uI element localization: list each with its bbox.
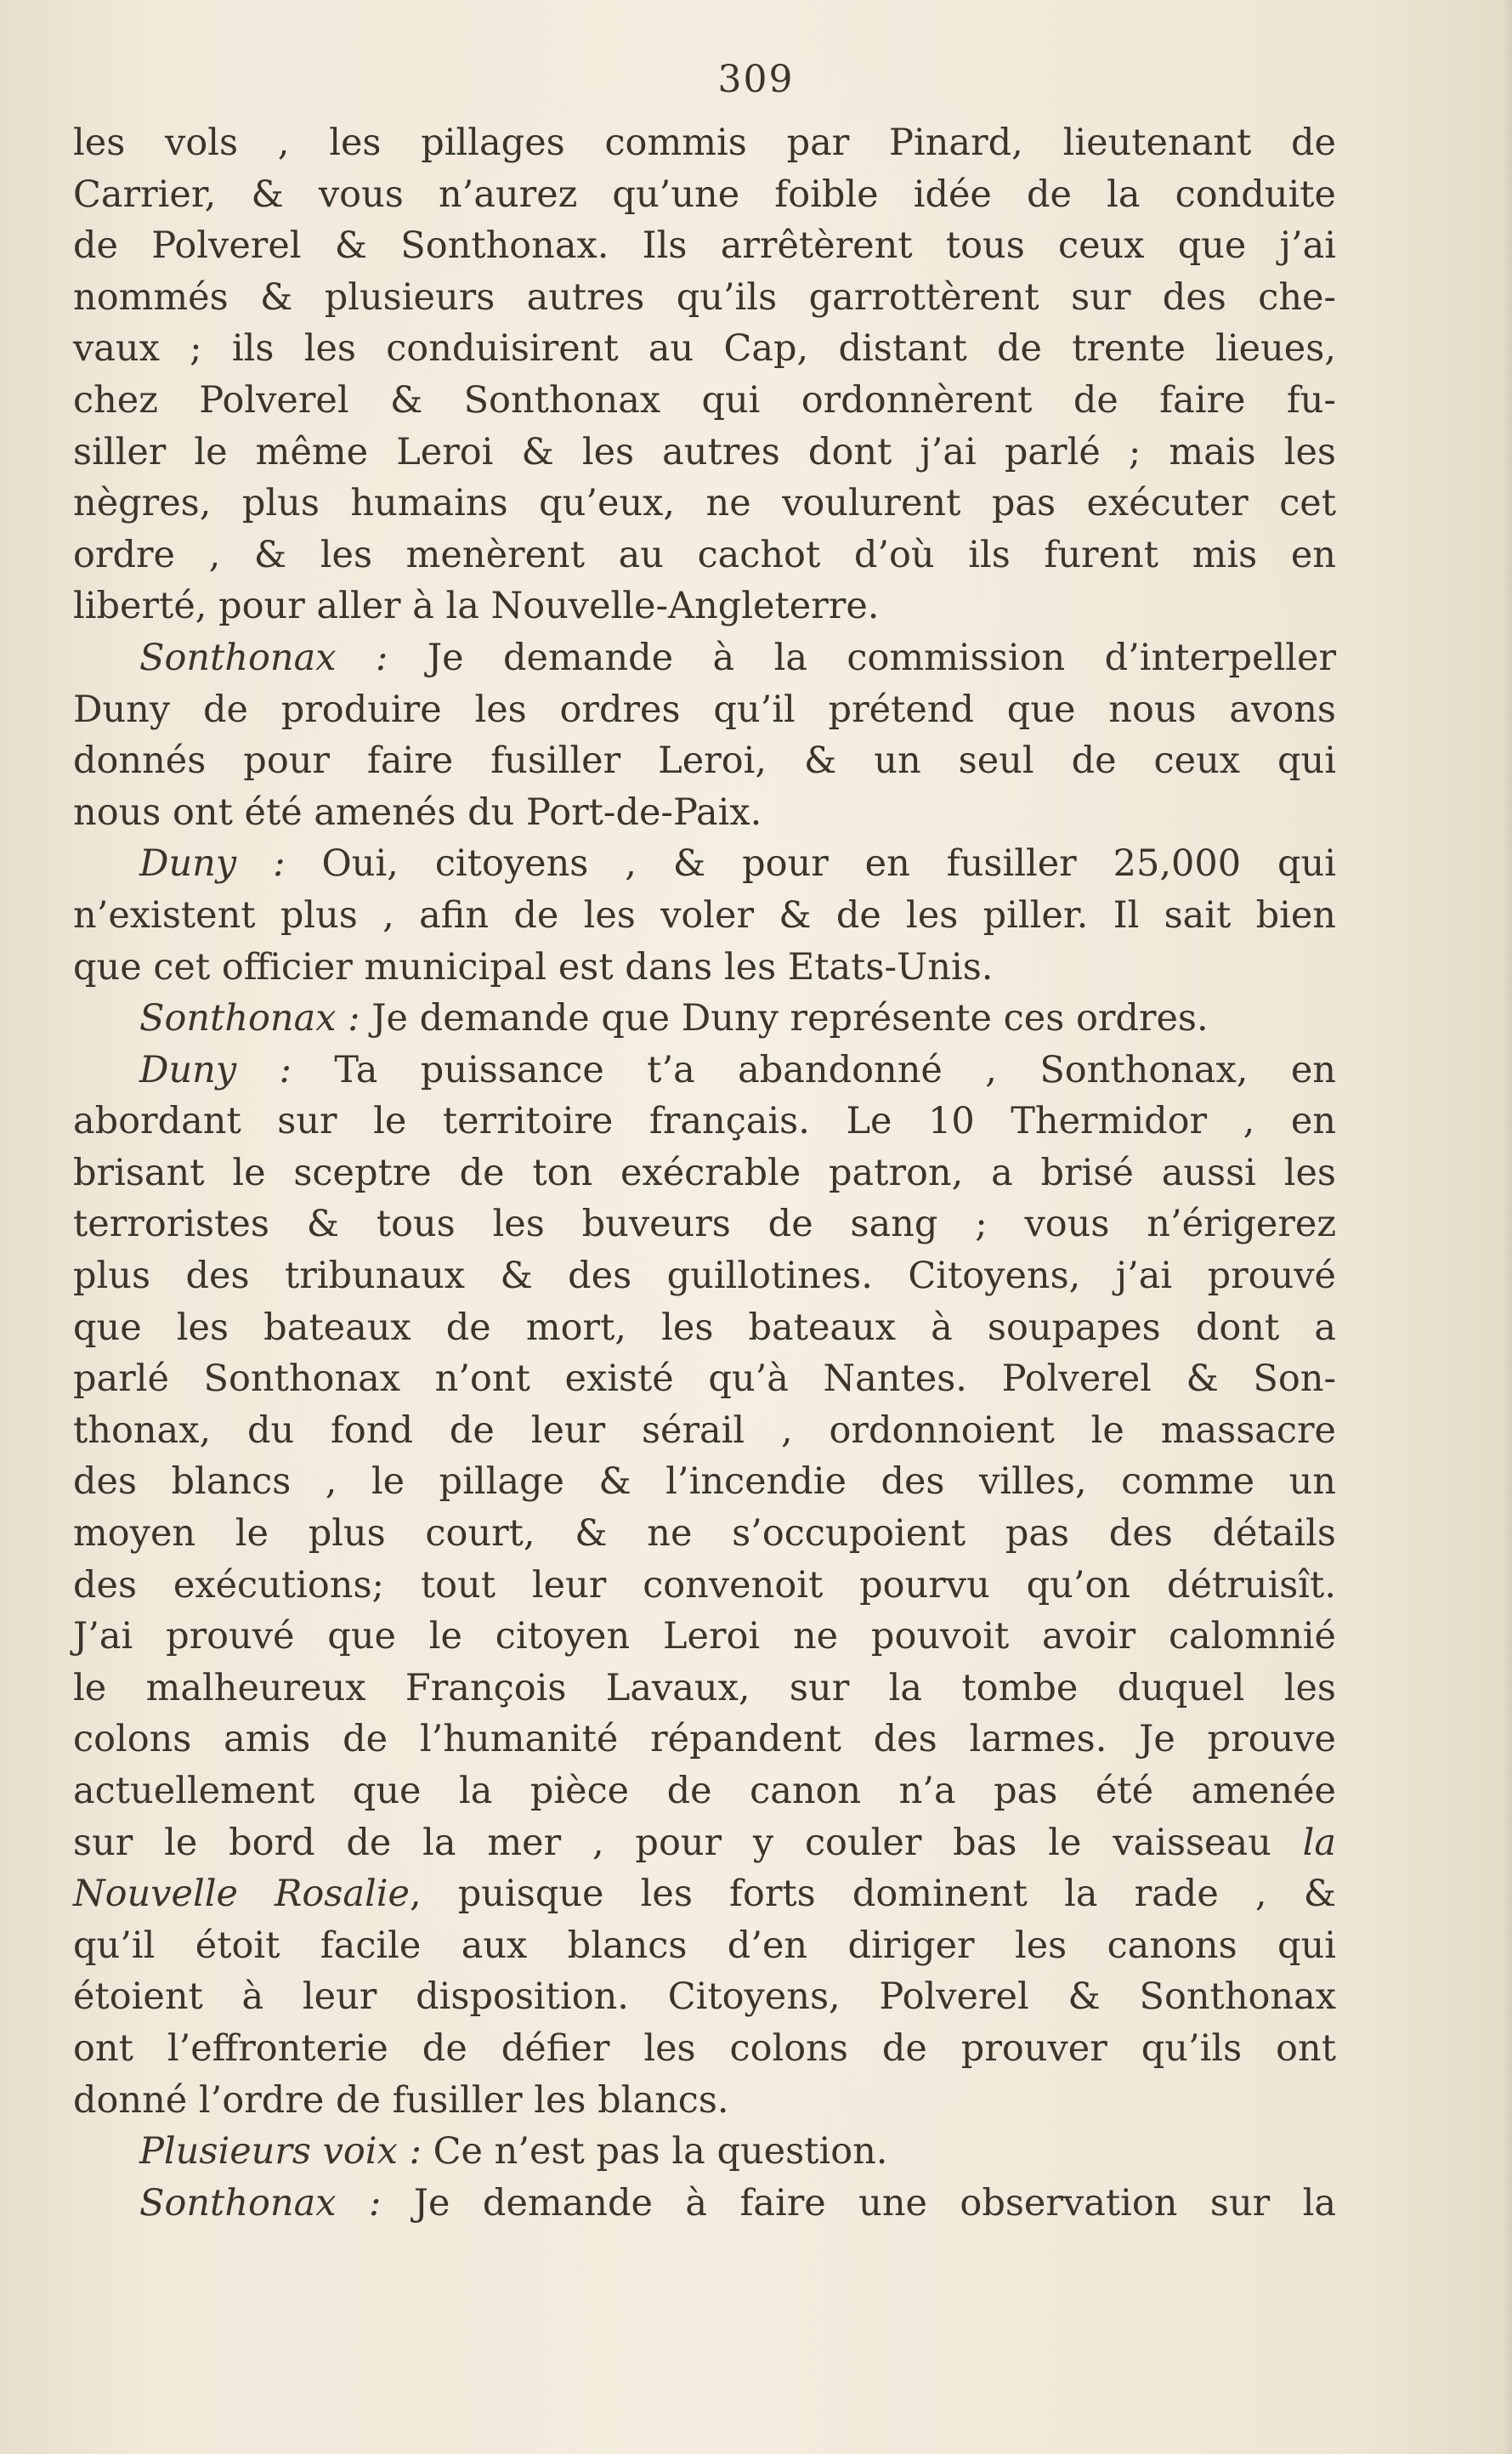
text-line [73, 1096, 1336, 1148]
line-text: plus des tribunaux & des guillotines. Citoyens, j’ai prouvé [73, 1255, 1336, 1298]
text-line [73, 1663, 1336, 1714]
line-text: Je demande à la commission d’interpeller [388, 636, 1336, 679]
line-text: des blancs , le pillage & l’incendie des villes, comme un [73, 1460, 1336, 1504]
dialogue-line [73, 2178, 1336, 2230]
dialogue-line [73, 2126, 1336, 2178]
text-line [73, 2075, 1336, 2127]
line-text: brisant le sceptre de ton exécrable patron, a brisé aussi les [73, 1151, 1336, 1194]
italic-ship-name: Nouvelle Rosalie [73, 1873, 410, 1916]
speaker-name: Duny : [139, 842, 286, 886]
text-line [73, 1817, 1336, 1869]
line-text: les vols , les pillages commis par Pinard, lieutenant de [73, 122, 1336, 164]
text-line [73, 1148, 1336, 1199]
line-text: des exécutions; tout leur convenoit pourvu qu’on détruisît. [73, 1563, 1336, 1607]
line-text: ont l’effronterie de défier les colons de prouver qu’ils ont [73, 2026, 1336, 2070]
dialogue-line [73, 1045, 1336, 1097]
line-text: Je demande à faire une observation sur la [381, 2181, 1336, 2224]
line-text: ordre , & les menèrent au cachot d’où ils furent mis en [73, 533, 1336, 576]
line-text: donnés pour faire fusiller Leroi, & un seul de ceux qui [73, 740, 1336, 783]
line-text: de Polverel & Sonthonax. Ils arrêtèrent tous ceux que j’ai [73, 224, 1336, 268]
text-line [73, 1456, 1336, 1508]
text-line [73, 220, 1336, 272]
line-text: sur le bord de la mer , pour y couler bas le vaisseau [73, 1821, 1303, 1864]
text-line [73, 1302, 1336, 1354]
text-line [73, 1714, 1336, 1765]
line-text: abordant sur le territoire français. Le 10 Thermidor , en [73, 1100, 1336, 1143]
text-line [73, 1971, 1336, 2023]
line-text: parlé Sonthonax n’ont existé qu’à Nantes. Polverel & Son- [73, 1357, 1336, 1401]
text-line [73, 478, 1336, 530]
speaker-name: Sonthonax : [139, 997, 360, 1040]
line-text: actuellement que la pièce de canon n’a pas été amenée [73, 1770, 1336, 1812]
text-line [73, 1868, 1336, 1920]
dialogue-line [73, 993, 1336, 1045]
text-line [73, 1611, 1336, 1663]
line-text: vaux ; ils les conduisirent au Cap, distant de trente lieues, [73, 327, 1336, 371]
line-text: qu’il étoit facile aux blancs d’en diriger les canons qui [73, 1924, 1336, 1967]
line-text: nommés & plusieurs autres qu’ils garrottèrent sur des che- [73, 275, 1336, 319]
page-edge-shadow [1504, 0, 1512, 2454]
text-line [73, 1765, 1336, 1817]
text-line [73, 942, 1336, 994]
speaker-name: Plusieurs voix : [139, 2130, 422, 2173]
text-line [73, 117, 1336, 169]
line-text: terroristes & tous les buveurs de sang ; vous n’érigerez [73, 1203, 1336, 1246]
line-text: chez Polverel & Sonthonax qui ordonnèrent de faire fu- [73, 378, 1336, 422]
text-line [73, 2023, 1336, 2075]
line-text: que cet officier municipal est dans les Etats-Unis. [73, 945, 994, 989]
line-text: moyen le plus court, & ne s’occupoient pas des détails [73, 1512, 1336, 1556]
text-line [73, 169, 1336, 221]
text-line [73, 1405, 1336, 1457]
line-text: Carrier, & vous n’aurez qu’une foible idée de la conduite [73, 173, 1336, 216]
text-line [73, 375, 1336, 427]
line-text: que les bateaux de mort, les bateaux à soupapes dont a [73, 1306, 1336, 1349]
line-text: nous ont été amenés du Port-de-Paix. [73, 791, 762, 834]
line-text: Je demande que Duny représente ces ordres. [360, 997, 1209, 1040]
text-line [73, 1560, 1336, 1612]
text-line [73, 1353, 1336, 1405]
line-text: J’ai prouvé que le citoyen Leroi ne pouvoit avoir calomnié [73, 1615, 1336, 1658]
text-line [73, 581, 1336, 632]
text-line [73, 427, 1336, 479]
text-line [73, 890, 1336, 942]
text-line [73, 787, 1336, 839]
line-text: étoient à leur disposition. Citoyens, Polverel & Sonthonax [73, 1975, 1336, 2019]
line-text: , puisque les forts dominent la rade , & [409, 1873, 1336, 1916]
line-text: liberté, pour aller à la Nouvelle-Angleterre. [73, 585, 880, 628]
line-text: le malheureux François Lavaux, sur la tombe duquel les [73, 1666, 1336, 1709]
body-text [73, 117, 1336, 2229]
dialogue-line [73, 838, 1336, 890]
dialogue-line [73, 632, 1336, 684]
speaker-name: Sonthonax : [139, 636, 388, 679]
text-line [73, 272, 1336, 324]
line-text: n’existent plus , afin de les voler & de les piller. Il sait bien [73, 893, 1336, 937]
text-line [73, 1250, 1336, 1302]
speaker-name: Sonthonax : [139, 2181, 382, 2224]
line-text: Ce n’est pas la question. [421, 2130, 888, 2173]
page-number: 309 [717, 58, 795, 101]
text-line [73, 735, 1336, 787]
line-text: Oui, citoyens , & pour en fusiller 25,000 qui [285, 842, 1336, 886]
line-text: nègres, plus humains qu’eux, ne voulurent pas exécuter cet [73, 482, 1336, 525]
line-text: siller le même Leroi & les autres dont j’ai parlé ; mais les [73, 430, 1336, 473]
text-line [73, 1920, 1336, 1972]
italic-article: la [1302, 1821, 1336, 1864]
text-line [73, 1199, 1336, 1250]
text-line [73, 1508, 1336, 1560]
line-text: donné l’ordre de fusiller les blancs. [73, 2078, 729, 2122]
line-text: thonax, du fond de leur sérail , ordonnoient le massacre [73, 1408, 1336, 1452]
text-line [73, 684, 1336, 736]
text-line [73, 530, 1336, 581]
line-text: Ta puissance t’a abandonné , Sonthonax, en [292, 1048, 1337, 1091]
line-text: colons amis de l’humanité répandent des larmes. Je prouve [73, 1718, 1336, 1761]
text-line [73, 323, 1336, 375]
speaker-name: Duny : [139, 1048, 292, 1091]
line-text: Duny de produire les ordres qu’il prétend que nous avons [73, 688, 1336, 731]
